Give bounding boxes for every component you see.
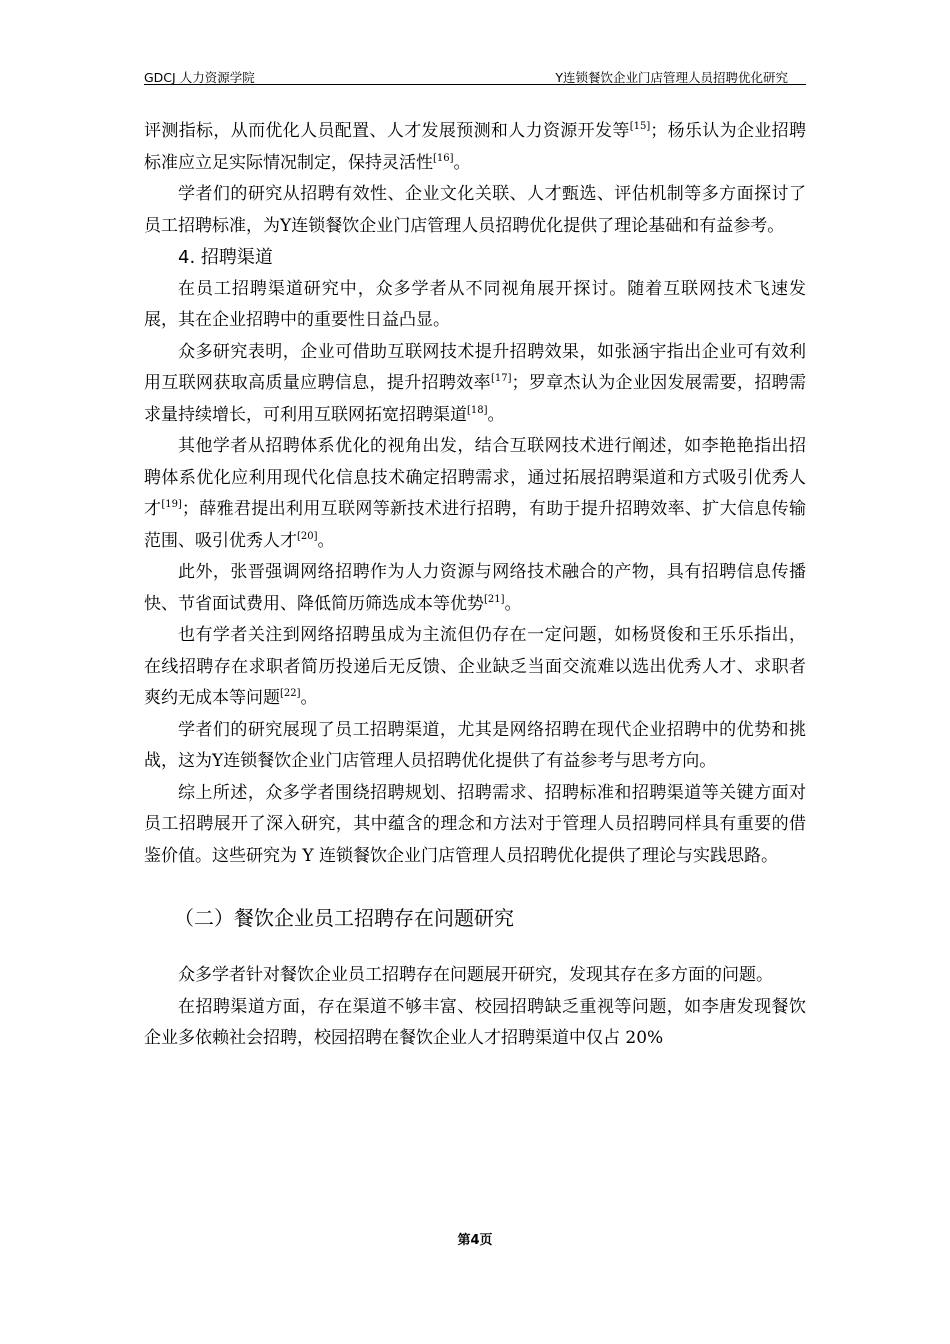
header-right: Y连锁餐饮企业门店管理人员招聘优化研究 xyxy=(555,70,788,85)
citation: [16] xyxy=(433,152,454,164)
chapter-heading: （二）餐饮企业员工招聘存在问题研究 xyxy=(174,906,514,930)
citation: [18] xyxy=(467,404,488,416)
citation: [19] xyxy=(161,499,182,510)
paragraph: 此外，张晋强调网络招聘作为人力资源与网络技术融合的产物，具有招聘信息传播快、节省面试费用、降低简历筛选成本等优势[21]。 xyxy=(144,562,806,614)
page-header xyxy=(144,68,806,85)
header-left: GDCJ 人力资源学院 xyxy=(144,70,255,85)
section-heading: 4. 招聘渠道 xyxy=(178,247,273,268)
paragraph: 也有学者关注到网络招聘虽成为主流但仍存在一定问题，如杨贤俊和王乐乐指出，在线招聘存在求职者简历投递后无反馈、企业缺乏当面交流难以选出优秀人才、求职者爽约无成本等问题[22]。 xyxy=(144,625,806,708)
page-number: 第4页 xyxy=(457,1233,493,1248)
paragraph: 学者们的研究从招聘有效性、企业文化关联、人才甄选、评估机制等多方面探讨了员工招聘标准，为Y连锁餐饮企业门店管理人员招聘优化提供了理论基础和有益参考。 xyxy=(144,184,806,236)
citation: [15] xyxy=(629,121,651,132)
paragraph: 在员工招聘渠道研究中，众多学者从不同视角展开探讨。随着互联网技术飞速发展，其在企业招聘中的重要性日益凸显。 xyxy=(144,278,806,330)
citation: [22] xyxy=(280,688,301,699)
body-text xyxy=(144,116,806,1055)
paragraph: 众多研究表明，企业可借助互联网技术提升招聘效果，如张涵宇指出企业可有效利用互联网获取高质量应聘信息，提升招聘效率[17]；罗章杰认为企业因发展需要，招聘需求量持续增长，可利用互联网拓宽招聘渠道[18]。 xyxy=(144,341,807,425)
paragraph: 众多学者针对餐饮企业员工招聘存在问题展开研究，发现其存在多方面的问题。 xyxy=(178,965,773,985)
citation: [17] xyxy=(490,373,512,384)
paragraph: 评测指标，从而优化人员配置、人才发展预测和人力资源开发等[15]；杨乐认为企业招聘标准应立足实际情况制定，保持灵活性[16]。 xyxy=(144,121,807,173)
citation: [20] xyxy=(297,530,318,542)
paragraph: 综上所述，众多学者围绕招聘规划、招聘需求、招聘标准和招聘渠道等关键方面对员工招聘展开了深入研究，其中蕴含的理念和方法对于管理人员招聘同样具有重要的借鉴价值。这些研究为 Y 连锁餐饮企业门店管理人员招聘优化提供了理论与实践思路。 xyxy=(144,782,806,866)
paragraph: 在招聘渠道方面，存在渠道不够丰富、校园招聘缺乏重视等问题，如李唐发现餐饮企业多依赖社会招聘，校园招聘在餐饮企业人才招聘渠道中仅占 20% xyxy=(144,996,806,1048)
paragraph: 学者们的研究展现了员工招聘渠道，尤其是网络招聘在现代企业招聘中的优势和挑战，这为Y连锁餐饮企业门店管理人员招聘优化提供了有益参考与思考方向。 xyxy=(144,719,806,771)
paragraph: 其他学者从招聘体系优化的视角出发，结合互联网技术进行阐述，如李艳艳指出招聘体系优化应利用现代化信息技术确定招聘需求，通过拓展招聘渠道和方式吸引优秀人才[19]；薛雅君提出利用互联网等新技术进行招聘，有助于提升招聘效率、扩大信息传输范围、吸引优秀人才[20]。 xyxy=(144,436,807,551)
citation: [21] xyxy=(484,593,505,605)
